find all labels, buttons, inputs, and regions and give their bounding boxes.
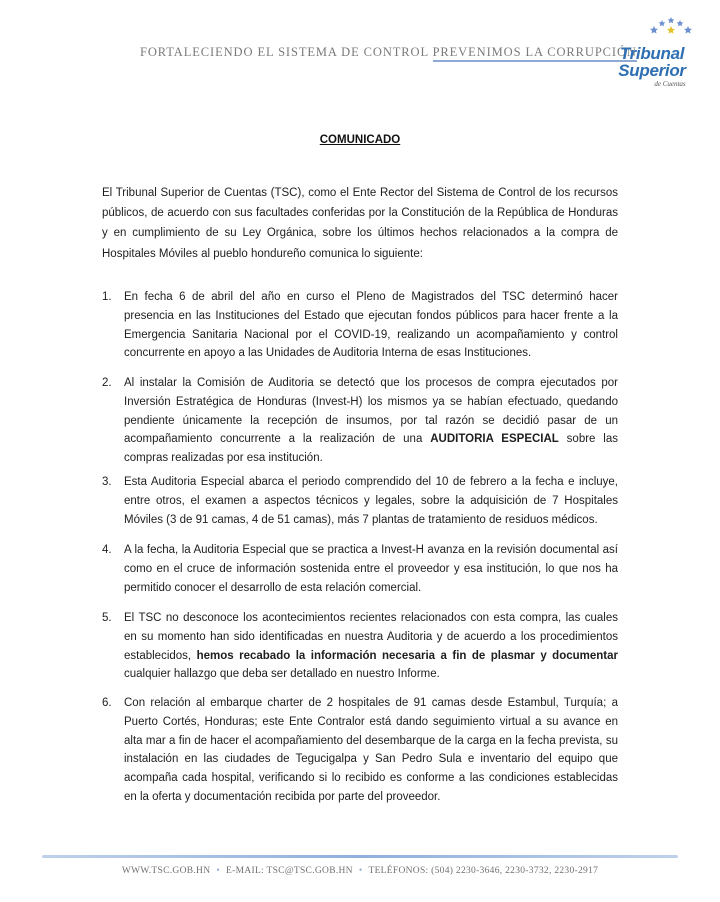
intro-paragraph: El Tribunal Superior de Cuentas (TSC), como el Ente Rector del Sistema de Control de los recursos públicos, de acuerdo con sus facultades conferidas por la Constitución de la República de Honduras y en cumplimiento de su Ley Orgánica, sobre los últimos hechos relacionados a la compra de Hospitales Móviles al pueblo hondureño comunica lo siguiente: — [102, 187, 618, 260]
logo-word-superior: Superior — [618, 61, 686, 80]
list-item-number: 1. — [102, 291, 112, 303]
list-item-number: 4. — [102, 544, 112, 556]
slogan-part-1: FORTALECIENDO EL SISTEMA DE CONTROL — [140, 45, 433, 59]
footer-separator: • — [216, 866, 221, 876]
list-item-text: Al instalar la Comisión de Auditoria se detectó que los procesos de compra ejecutados por Inversión Estratégica de Honduras (Invest-H) los mismos ya se habían efectuado, quedando pendiente únicamente la recepción de insumos, por tal razón se decidió pasar de un acompañamiento concurrente a la realización de una — [124, 377, 618, 446]
slogan-part-2: PREVENIMOS LA CORRUPCIÓN — [433, 45, 637, 62]
list-item-text: Esta Auditoria Especial abarca el periodo comprendido del 10 de febrero a la fecha e incluye, entre otros, el examen a aspectos técnicos y legales, sobre la adquisición de 7 Hospitales Móviles (3 de 91 camas, 4 de 51 camas), más 7 plantas de tratamiento de residuos médicos. — [124, 476, 618, 526]
logo-word-tribunal: Tribunal — [619, 44, 685, 63]
list-item — [102, 541, 618, 597]
list-item-text: A la fecha, la Auditoria Especial que se practica a Invest-H avanza en la revisión documental así como en el cruce de información sostenida entre el proveedor y esa institución, lo que nos ha permitido conocer el desarrollo de esta relación comercial. — [124, 544, 618, 594]
document-title: COMUNICADO — [319, 134, 401, 146]
list-item-bold-text: AUDITORIA ESPECIAL — [430, 433, 559, 446]
footer-contact — [0, 866, 720, 876]
logo-word-de-cuentas: de Cuentas — [654, 80, 686, 88]
list-item — [102, 473, 618, 529]
footer-website: WWW.TSC.GOB.HN — [121, 866, 211, 876]
list-item-text-after: sobre las compras realizadas por esa institución. — [124, 433, 618, 465]
list-item — [102, 288, 618, 363]
list-item-text: Con relación al embarque charter de 2 hospitales de 91 camas desde Estambul, Turquía; a Puerto Cortés, Honduras; este Ente Contralor está dando seguimiento virtual a su avance en alta mar a fin de hacer el acompañamiento del desembarque de la carga en la fecha prevista, su instalación en las ciudades de Tegucigalpa y San Pedro Sula e inventario del equipo que acompaña cada hospital, verificando si lo recibido es conforme a las condiciones establecidas en la oferta y documentación recibida por parte del proveedor. — [124, 697, 618, 803]
list-item-text-after: cualquier hallazgo que deba ser detallado en nuestro Informe. — [124, 668, 440, 681]
list-item-text: En fecha 6 de abril del año en curso el Pleno de Magistrados del TSC determinó hacer presencia en las Instituciones del Estado que ejecutan fondos públicos para hacer frente a la Emergencia Sanitaria Nacional por el COVID-19, realizando un acompañamiento y control concurrente en apoyo a las Unidades de Auditoria Interna de esas Instituciones. — [124, 291, 618, 360]
list-item — [102, 374, 618, 468]
list-item-bold-text: hemos recabado la información necesaria a fin de plasmar y documentar — [196, 649, 618, 662]
footer-phones: TELÉFONOS: (504) 2230-3646, 2230-3732, 2230-2917 — [368, 866, 599, 876]
list-item — [102, 694, 618, 807]
list-item-number: 6. — [102, 697, 112, 709]
header-slogan — [140, 45, 637, 60]
list-item-number: 3. — [102, 476, 112, 488]
list-item-number: 2. — [102, 377, 112, 389]
list-item-text: El TSC no desconoce los acontecimientos recientes relacionados con esta compra, las cuales en su momento han sido identificadas en nuestra Auditoria y de acuerdo a los procedimientos establecidos, — [124, 612, 618, 662]
list-item-number: 5. — [102, 612, 112, 624]
tsc-logo — [600, 12, 700, 92]
footer-divider — [42, 855, 678, 858]
footer-email: E-MAIL: TSC@TSC.GOB.HN — [226, 866, 353, 876]
footer-separator: • — [358, 866, 363, 876]
list-item — [102, 609, 618, 684]
